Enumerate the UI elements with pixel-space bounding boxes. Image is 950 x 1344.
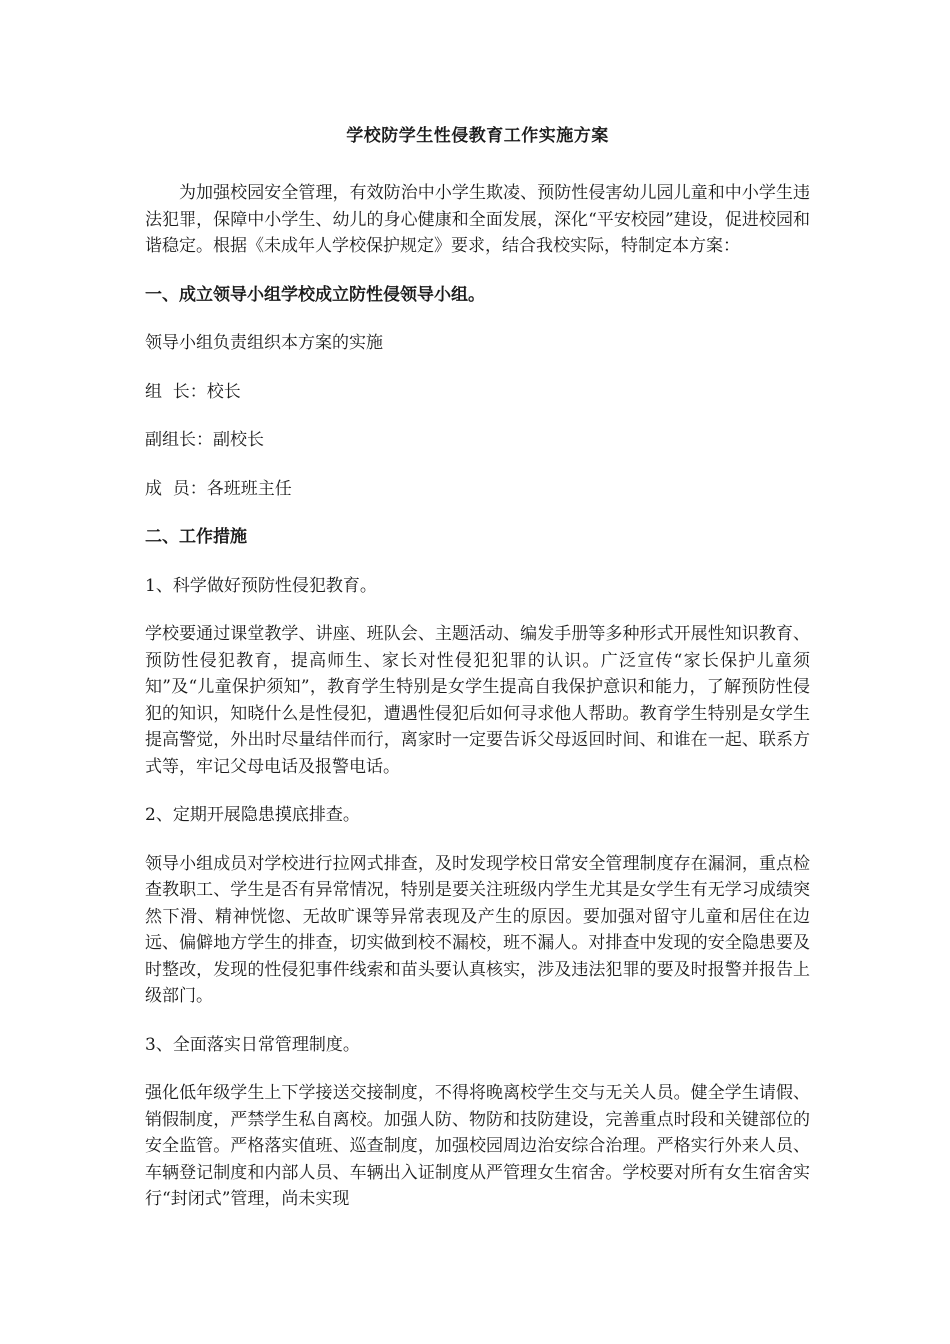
measure-1-body: 学校要通过课堂教学、讲座、班队会、主题活动、编发手册等多种形式开展性知识教育、预防性侵犯教育，提高师生、家长对性侵犯犯罪的认识。广泛宣传“家长保护儿童须知”及“儿童保护须知”，教育学生特别是女学生提高自我保护意识和能力，了解预防性侵犯的知识，知晓什么是性侵犯，遭遇性侵犯后如何寻求他人帮助。教育学生特别是女学生提高警觉，外出时尽量结伴而行，离家时一定要告诉父母返回时间、和谁在一起、联系方式等，牢记父母电话及报警电话。 — [145, 624, 810, 777]
measure-2-body: 领导小组成员对学校进行拉网式排查，及时发现学校日常安全管理制度存在漏洞，重点检查教职工、学生是否有异常情况，特别是要关注班级内学生尤其是女学生有无学习成绩突然下滑、精神恍惚、无故旷课等异常表现及产生的原因。要加强对留守儿童和居住在边远、偏僻地方学生的排查，切实做到校不漏校，班不漏人。对排查中发现的安全隐患要及时整改，发现的性侵犯事件线索和苗头要认真核实，涉及违法犯罪的要及时报警并报告上级部门。 — [145, 853, 810, 1006]
section-2-heading: 二、工作措施 — [145, 527, 247, 547]
measure-1-title: 1、科学做好预防性侵犯教育。 — [145, 575, 377, 596]
document-title: 学校防学生性侵教育工作实施方案 — [346, 126, 609, 146]
measure-3-title: 3、全面落实日常管理制度。 — [145, 1034, 360, 1055]
section-1-heading: 一、成立领导小组学校成立防性侵领导小组。 — [145, 284, 485, 305]
deputy-leader-line: 副组长：副校长 — [145, 430, 264, 450]
measure-3-body: 强化低年级学生上下学接送交接制度，不得将晚离校学生交与无关人员。健全学生请假、销假制度，严禁学生私自离校。加强人防、物防和技防建设，完善重点时段和关键部位的安全监管。严格落实值班、巡查制度，加强校园周边治安综合治理。严格实行外来人员、车辆登记制度和内部人员、车辆出入证制度从严管理女生宿舍。学校要对所有女生宿舍实行“封闭式”管理，尚未实现 — [145, 1083, 810, 1209]
document-body — [145, 122, 810, 1235]
leadership-description: 领导小组负责组织本方案的实施 — [145, 333, 383, 353]
intro-paragraph: 为加强校园安全管理，有效防治中小学生欺凌、预防性侵害幼儿园儿童和中小学生违法犯罪，保障中小学生、幼儿的身心健康和全面发展，深化“平安校园”建设，促进校园和谐稳定。根据《未成年人学校保护规定》要求，结合我校实际，特制定本方案： — [145, 183, 810, 256]
members-line: 成 员：各班班主任 — [145, 478, 292, 499]
group-leader-line: 组 长：校长 — [145, 381, 241, 402]
measure-2-title: 2、定期开展隐患摸底排查。 — [145, 805, 360, 825]
